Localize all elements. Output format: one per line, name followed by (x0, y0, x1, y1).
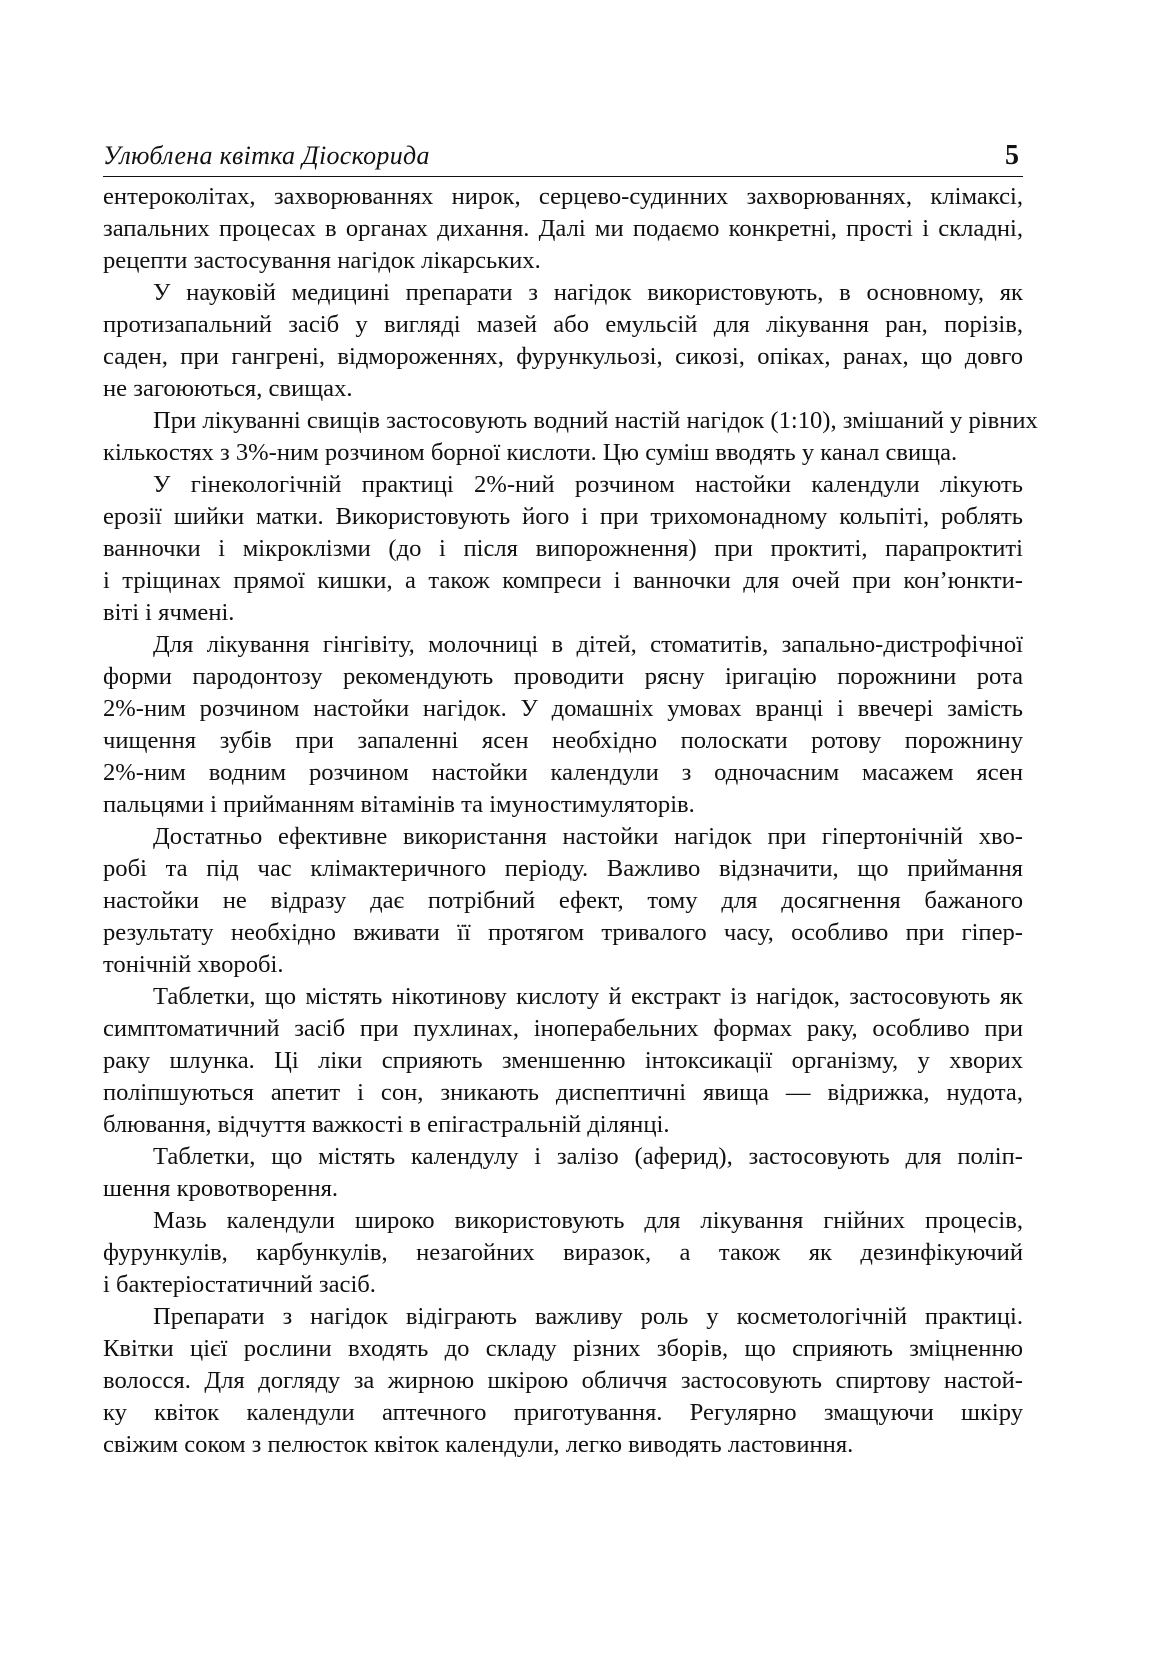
text-line: Таблетки, що містять календулу і залізо (аферид), застосовують для поліп- (153, 1143, 1023, 1170)
text-line: пальцями і прийманням вітамінів та імуностимуляторів. (103, 791, 695, 818)
text-line: ванночки і мікроклізми (до і після випорожнення) при проктиті, парапроктиті (103, 535, 1023, 562)
text-line: результату необхідно вживати її протягом тривалого часу, особливо при гіпер- (103, 919, 1023, 946)
text-line: поліпшуються апетит і сон, зникають диспептичні явища — відрижка, нудота, (103, 1079, 1023, 1106)
text-line: і бактеріостатичний засіб. (103, 1271, 376, 1298)
text-line: У гінекологічній практиці 2%-ний розчином настойки календули лікують (153, 471, 1023, 498)
text-line: рецепти застосування нагідок лікарських. (103, 247, 541, 274)
text-line: і тріщинах прямої кишки, а також компреси і ванночки для очей при кон’юнкти- (103, 567, 1023, 594)
text-line: не загоюються, свищах. (103, 375, 353, 402)
text-line: робі та під час клімактеричного періоду. Важливо відзначити, що приймання (103, 855, 1023, 882)
text-line: У науковій медицині препарати з нагідок використовують, в основному, як (153, 279, 1023, 306)
text-line: свіжим соком з пелюсток квіток календули, легко виводять ластовиння. (103, 1431, 854, 1458)
text-line: настойки не відразу дає потрібний ефект, тому для досягнення бажаного (103, 887, 1023, 914)
text-line: віті і ячмені. (103, 599, 235, 626)
text-line: фурункулів, карбункулів, незагойних виразок, а також як дезинфікуючий (103, 1239, 1023, 1266)
text-line: блювання, відчуття важкості в епігастральній ділянці. (103, 1111, 670, 1138)
paragraph (103, 405, 1038, 469)
text-line: 2%-ним водним розчином настойки календули з одночасним масажем ясен (103, 759, 1023, 786)
paragraph (103, 181, 1023, 277)
paragraph (103, 821, 1023, 981)
text-line: форми пародонтозу рекомендують проводити рясну іригацію порожнини рота (103, 663, 1023, 690)
text-line: волосся. Для догляду за жирною шкірою обличчя застосовують спиртову настой- (103, 1367, 1023, 1394)
text-line: ку квіток календули аптечного приготування. Регулярно змащуючи шкіру (103, 1399, 1023, 1426)
book-page (103, 140, 1038, 1461)
paragraph (103, 1205, 1023, 1301)
running-header (103, 140, 1023, 177)
text-line: тонічній хворобі. (103, 951, 284, 978)
text-line: саден, при гангрені, відмороженнях, фурункульозі, сикозі, опіках, ранах, що довго (103, 343, 1023, 370)
text-line: Таблетки, що містять нікотинову кислоту й екстракт із нагідок, застосовують як (153, 983, 1023, 1010)
text-line: чищення зубів при запаленні ясен необхідно полоскати ротову порожнину (103, 727, 1023, 754)
body-text (103, 181, 1038, 1461)
text-line: протизапальний засіб у вигляді мазей або емульсій для лікування ран, порізів, (103, 311, 1023, 338)
text-line: Мазь календули широко використовують для лікування гнійних процесів, (153, 1207, 1023, 1234)
paragraph (103, 1301, 1023, 1461)
text-line: При лікуванні свищів застосовують водний настій нагідок (1:10), змішаний у рівних (153, 407, 1038, 434)
text-line: запальних процесах в органах дихання. Далі ми подаємо конкретні, прості і складні, (103, 215, 1023, 242)
text-line: Для лікування гінгівіту, молочниці в дітей, стоматитів, запально-дистрофічної (153, 631, 1023, 658)
text-line: ерозії шийки матки. Використовують його і при трихомонадному кольпіті, роблять (103, 503, 1023, 530)
paragraph (103, 469, 1023, 629)
text-line: симптоматичний засіб при пухлинах, іноперабельних формах раку, особливо при (103, 1015, 1023, 1042)
text-line: Достатньо ефективне використання настойки нагідок при гіпертонічній хво- (153, 823, 1023, 850)
header-title: Улюблена квітка Діоскорида (103, 141, 430, 170)
text-line: 2%-ним розчином настойки нагідок. У домашніх умовах вранці і ввечері замість (103, 695, 1023, 722)
paragraph (103, 1141, 1023, 1205)
page-number: 5 (1005, 140, 1019, 171)
text-line: кількостях з 3%-ним розчином борної кислоти. Цю суміш вводять у канал свища. (103, 439, 958, 466)
paragraph (103, 629, 1023, 821)
text-line: шення кровотворення. (103, 1175, 339, 1202)
text-line: Препарати з нагідок відіграють важливу роль у косметологічній практиці. (153, 1303, 1023, 1330)
paragraph (103, 277, 1023, 405)
text-line: раку шлунка. Ці ліки сприяють зменшенню інтоксикації організму, у хворих (103, 1047, 1023, 1074)
text-line: ентероколітах, захворюваннях нирок, серцево-судинних захворюваннях, клімаксі, (103, 183, 1023, 210)
paragraph (103, 981, 1023, 1141)
text-line: Квітки цієї рослини входять до складу різних зборів, що сприяють зміцненню (103, 1335, 1023, 1362)
